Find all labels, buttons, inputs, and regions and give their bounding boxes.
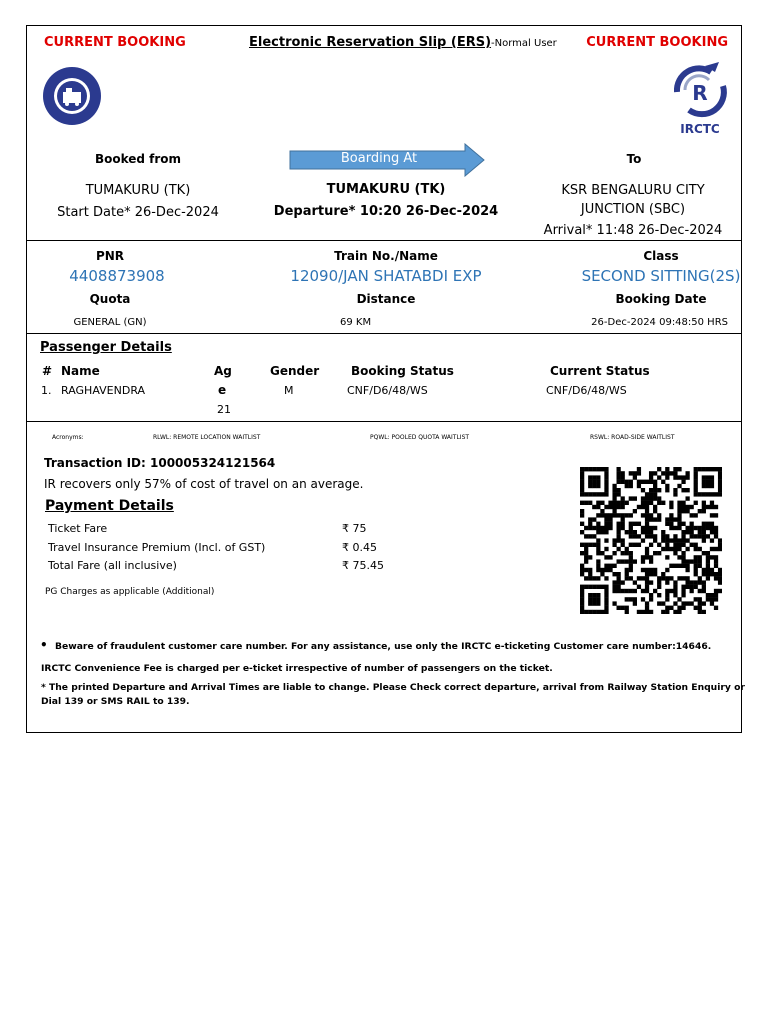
irctc-logo-text: IRCTC [680,122,720,136]
passenger-num: 1. [41,384,52,397]
irctc-logo [667,60,733,134]
divider [27,421,741,422]
booking-date-label: Booking Date [615,292,707,306]
fare-label: Total Fare (all inclusive) [48,559,177,572]
boarding-at-label: Boarding At [340,151,418,166]
col-num: # [42,364,53,378]
payment-details-title: Payment Details [45,498,174,514]
pnr-value: 4408873908 [69,267,165,285]
timing-note-line1: * The printed Departure and Arrival Times are liable to change. Please Check correct departure, arrival from Railway Station Enquiry or [41,682,745,693]
col-gender: Gender [270,364,320,378]
to-station-line1: KSR BENGALURU CITY [561,183,705,198]
col-booking-status: Booking Status [351,364,454,378]
boarding-at-arrow [289,143,485,177]
fraud-warning: Beware of fraudulent customer care number. For any assistance, use only the IRCTC e-ticketing Customer care number:14646. [55,641,712,652]
booked-from-label: Booked from [94,152,182,166]
col-age-wrap: e [218,383,227,397]
bullet: • [40,638,48,652]
quota-label: Quota [89,292,131,306]
slip-title-line [249,35,557,50]
passenger-gender: M [284,384,294,397]
current-booking-label-right: CURRENT BOOKING [586,35,728,50]
passenger-booking-status: CNF/D6/48/WS [347,384,428,397]
start-date: Start Date* 26-Dec-2024 [57,205,219,220]
convenience-fee-note: IRCTC Convenience Fee is charged per e-ticket irrespective of number of passengers on the ticket. [41,663,553,674]
fare-label: Ticket Fare [48,522,108,535]
booking-date-value: 26-Dec-2024 09:48:50 HRS [591,317,728,328]
timing-note-line2: Dial 139 or SMS RAIL to 139. [41,696,190,707]
ers-slip [26,25,745,733]
distance-label: Distance [356,292,416,306]
passenger-age: 21 [217,403,231,416]
quota-value: GENERAL (GN) [73,317,147,328]
distance-value: 69 KM [340,317,372,328]
passenger-details-title: Passenger Details [40,340,172,355]
ir-recovers-note: IR recovers only 57% of cost of travel on an average. [44,477,364,491]
passenger-current-status: CNF/D6/48/WS [546,384,627,397]
acronym-rlwl: RLWL: REMOTE LOCATION WAITLIST [153,434,261,441]
from-station: TUMAKURU (TK) [85,183,191,198]
acronym-rswl: RSWL: ROAD-SIDE WAITLIST [590,434,675,441]
col-age: Ag [214,364,232,378]
indian-railways-logo-icon [42,66,102,126]
to-label: To [626,152,642,166]
arrival-time: Arrival* 11:48 26-Dec-2024 [543,223,723,238]
slip-title: Electronic Reservation Slip (ERS) [249,35,492,50]
pnr-label: PNR [95,249,125,263]
train-label: Train No./Name [334,249,438,263]
class-label: Class [643,249,679,263]
fare-amount: ₹ 75.45 [342,559,384,572]
fare-amount: ₹ 75 [342,522,367,535]
user-type: -Normal User [491,38,557,49]
departure-time: Departure* 10:20 26-Dec-2024 [273,204,499,219]
irctc-logo-icon [667,60,733,118]
qr-code [580,467,722,614]
qr-code-icon [580,467,722,614]
transaction-id: Transaction ID: 100005324121564 [44,456,276,470]
acronyms-label: Acronyms: [52,434,84,441]
to-station-line2: JUNCTION (SBC) [580,202,686,217]
pg-charges-note: PG Charges as applicable (Additional) [45,587,215,597]
col-current-status: Current Status [550,364,650,378]
train-value: 12090/JAN SHATABDI EXP [290,267,482,285]
fare-amount: ₹ 0.45 [342,540,377,554]
svg-text:R: R [692,81,708,105]
boarding-station: TUMAKURU (TK) [326,182,446,197]
current-booking-label-left: CURRENT BOOKING [44,35,186,50]
col-name: Name [61,364,100,378]
divider [27,333,741,334]
passenger-name: RAGHAVENDRA [61,384,146,397]
acronym-pqwl: PQWL: POOLED QUOTA WAITLIST [370,434,470,441]
divider [27,240,741,241]
fare-label: Travel Insurance Premium (Incl. of GST) [48,540,266,554]
class-value: SECOND SITTING(2S) [581,267,741,285]
